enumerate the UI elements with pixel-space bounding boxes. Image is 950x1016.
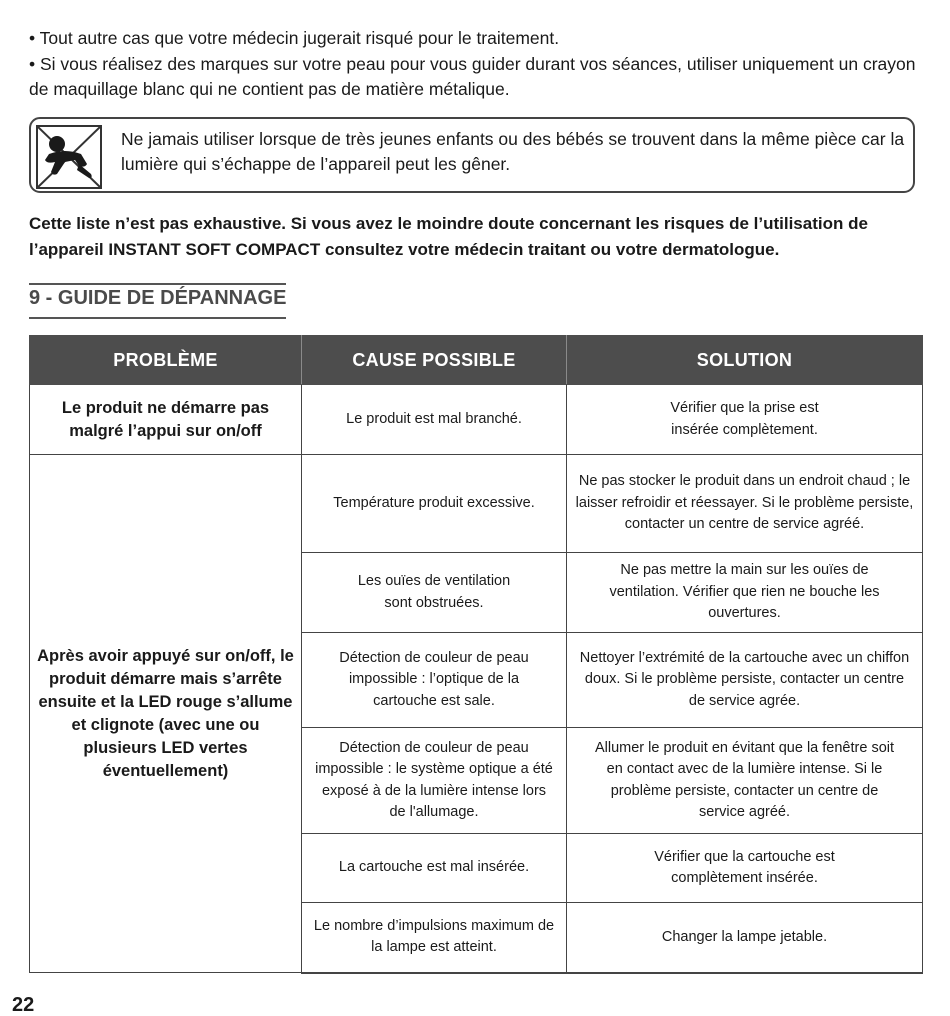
page-number: 22	[12, 994, 35, 1016]
solution-cell: Ne pas stocker le produit dans un endroit chaud ; le laisser refroidir et réessayer. Si le problème persiste, contacter un centre de service agréé.	[567, 455, 923, 553]
table-header-row	[30, 336, 923, 385]
cause-cell: Le nombre d’impulsions maximum de la lampe est atteint.	[302, 903, 567, 973]
cause-cell: La cartouche est mal insérée.	[302, 834, 567, 903]
warning-text: Ne jamais utiliser lorsque de très jeunes enfants ou des bébés se trouvent dans la même pièce car la lumière qui s’échappe de l’appareil peut les gêner.	[121, 129, 905, 174]
solution-cell: Allumer le produit en évitant que la fenêtre soit en contact avec de la lumière intense. Si le problème persiste, contacter un centre de service agréé.	[567, 728, 923, 834]
problem-cell: Après avoir appuyé sur on/off, le produit démarre mais s’arrête ensuite et la LED rouge s’allume et clignote (avec une ou plusieurs LED vertes éventuellement)	[30, 455, 302, 973]
cause-cell: Détection de couleur de peau impossible : le système optique a été exposé à de la lumière intense lors de l'allumage.	[302, 728, 567, 834]
header-solution: SOLUTION	[567, 336, 923, 385]
solution-cell: Changer la lampe jetable.	[567, 903, 923, 973]
section-title: 9 - GUIDE DE DÉPANNAGE	[29, 283, 286, 319]
solution-cell: Vérifier que la cartouche est complètement insérée.	[567, 834, 923, 903]
no-baby-crawling-icon	[35, 124, 103, 190]
bullet-item: • Tout autre cas que votre médecin jugerait risqué pour le traitement.	[29, 28, 560, 48]
disclaimer-note: Cette liste n’est pas exhaustive. Si vous avez le moindre doute concernant les risques de l’utilisation de l’appareil INSTANT SOFT COMPACT consultez votre médecin traitant ou votre dermatologue.	[29, 214, 868, 259]
cause-cell: Détection de couleur de peau impossible : l’optique de la cartouche est sale.	[302, 633, 567, 728]
header-problem: PROBLÈME	[30, 336, 302, 385]
cause-cell: Le produit est mal branché.	[302, 385, 567, 455]
warning-box	[29, 117, 915, 193]
solution-cell: Vérifier que la prise est insérée complètement.	[567, 385, 923, 455]
cause-cell: Les ouïes de ventilation sont obstruées.	[302, 553, 567, 633]
cause-cell: Température produit excessive.	[302, 455, 567, 553]
solution-cell: Nettoyer l’extrémité de la cartouche avec un chiffon doux. Si le problème persiste, contacter un centre de service agrée.	[567, 633, 923, 728]
header-cause: CAUSE POSSIBLE	[302, 336, 567, 385]
problem-cell: Le produit ne démarre pas malgré l’appui sur on/off	[30, 385, 302, 455]
table-row	[30, 385, 923, 455]
bullet-list	[29, 26, 924, 103]
troubleshooting-table	[29, 335, 923, 974]
table-row	[30, 455, 923, 553]
solution-cell: Ne pas mettre la main sur les ouïes de ventilation. Vérifier que rien ne bouche les ouvertures.	[567, 553, 923, 633]
bullet-item: • Si vous réalisez des marques sur votre peau pour vous guider durant vos séances, utiliser uniquement un crayon de maquillage blanc qui ne contient pas de matière métalique.	[29, 53, 916, 99]
